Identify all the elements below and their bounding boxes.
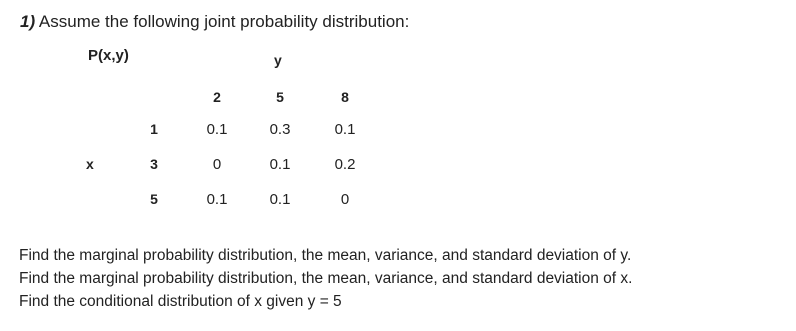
probability-cell: 0.3 (269, 121, 291, 138)
x-variable-label: x (86, 156, 94, 172)
probability-cell: 0.2 (334, 156, 356, 173)
problem-heading (20, 12, 409, 32)
probability-cell: 0.1 (334, 121, 356, 138)
probability-cell: 0 (212, 156, 222, 173)
problem-intro: Assume the following joint probability distribution: (35, 12, 410, 31)
y-variable-label: y (274, 52, 282, 68)
question-line: Find the marginal probability distribution, the mean, variance, and standard deviation of y. (19, 247, 632, 264)
problem-number: 1) (20, 12, 36, 31)
y-value-header: 8 (341, 89, 349, 105)
y-value-header: 5 (276, 89, 284, 105)
x-value-header: 1 (150, 121, 158, 137)
probability-cell: 0 (340, 191, 350, 208)
y-value-header: 2 (213, 89, 221, 105)
probability-cell: 0.1 (269, 191, 291, 208)
probability-cell: 0.1 (206, 121, 228, 138)
x-value-header: 5 (150, 191, 158, 207)
x-value-header: 3 (150, 156, 158, 172)
question-line: Find the conditional distribution of x given y = 5 (19, 293, 342, 310)
table-label: P(x,y) (88, 47, 129, 64)
probability-cell: 0.1 (269, 156, 291, 173)
question-line: Find the marginal probability distribution, the mean, variance, and standard deviation of x. (19, 270, 633, 287)
probability-cell: 0.1 (206, 191, 228, 208)
